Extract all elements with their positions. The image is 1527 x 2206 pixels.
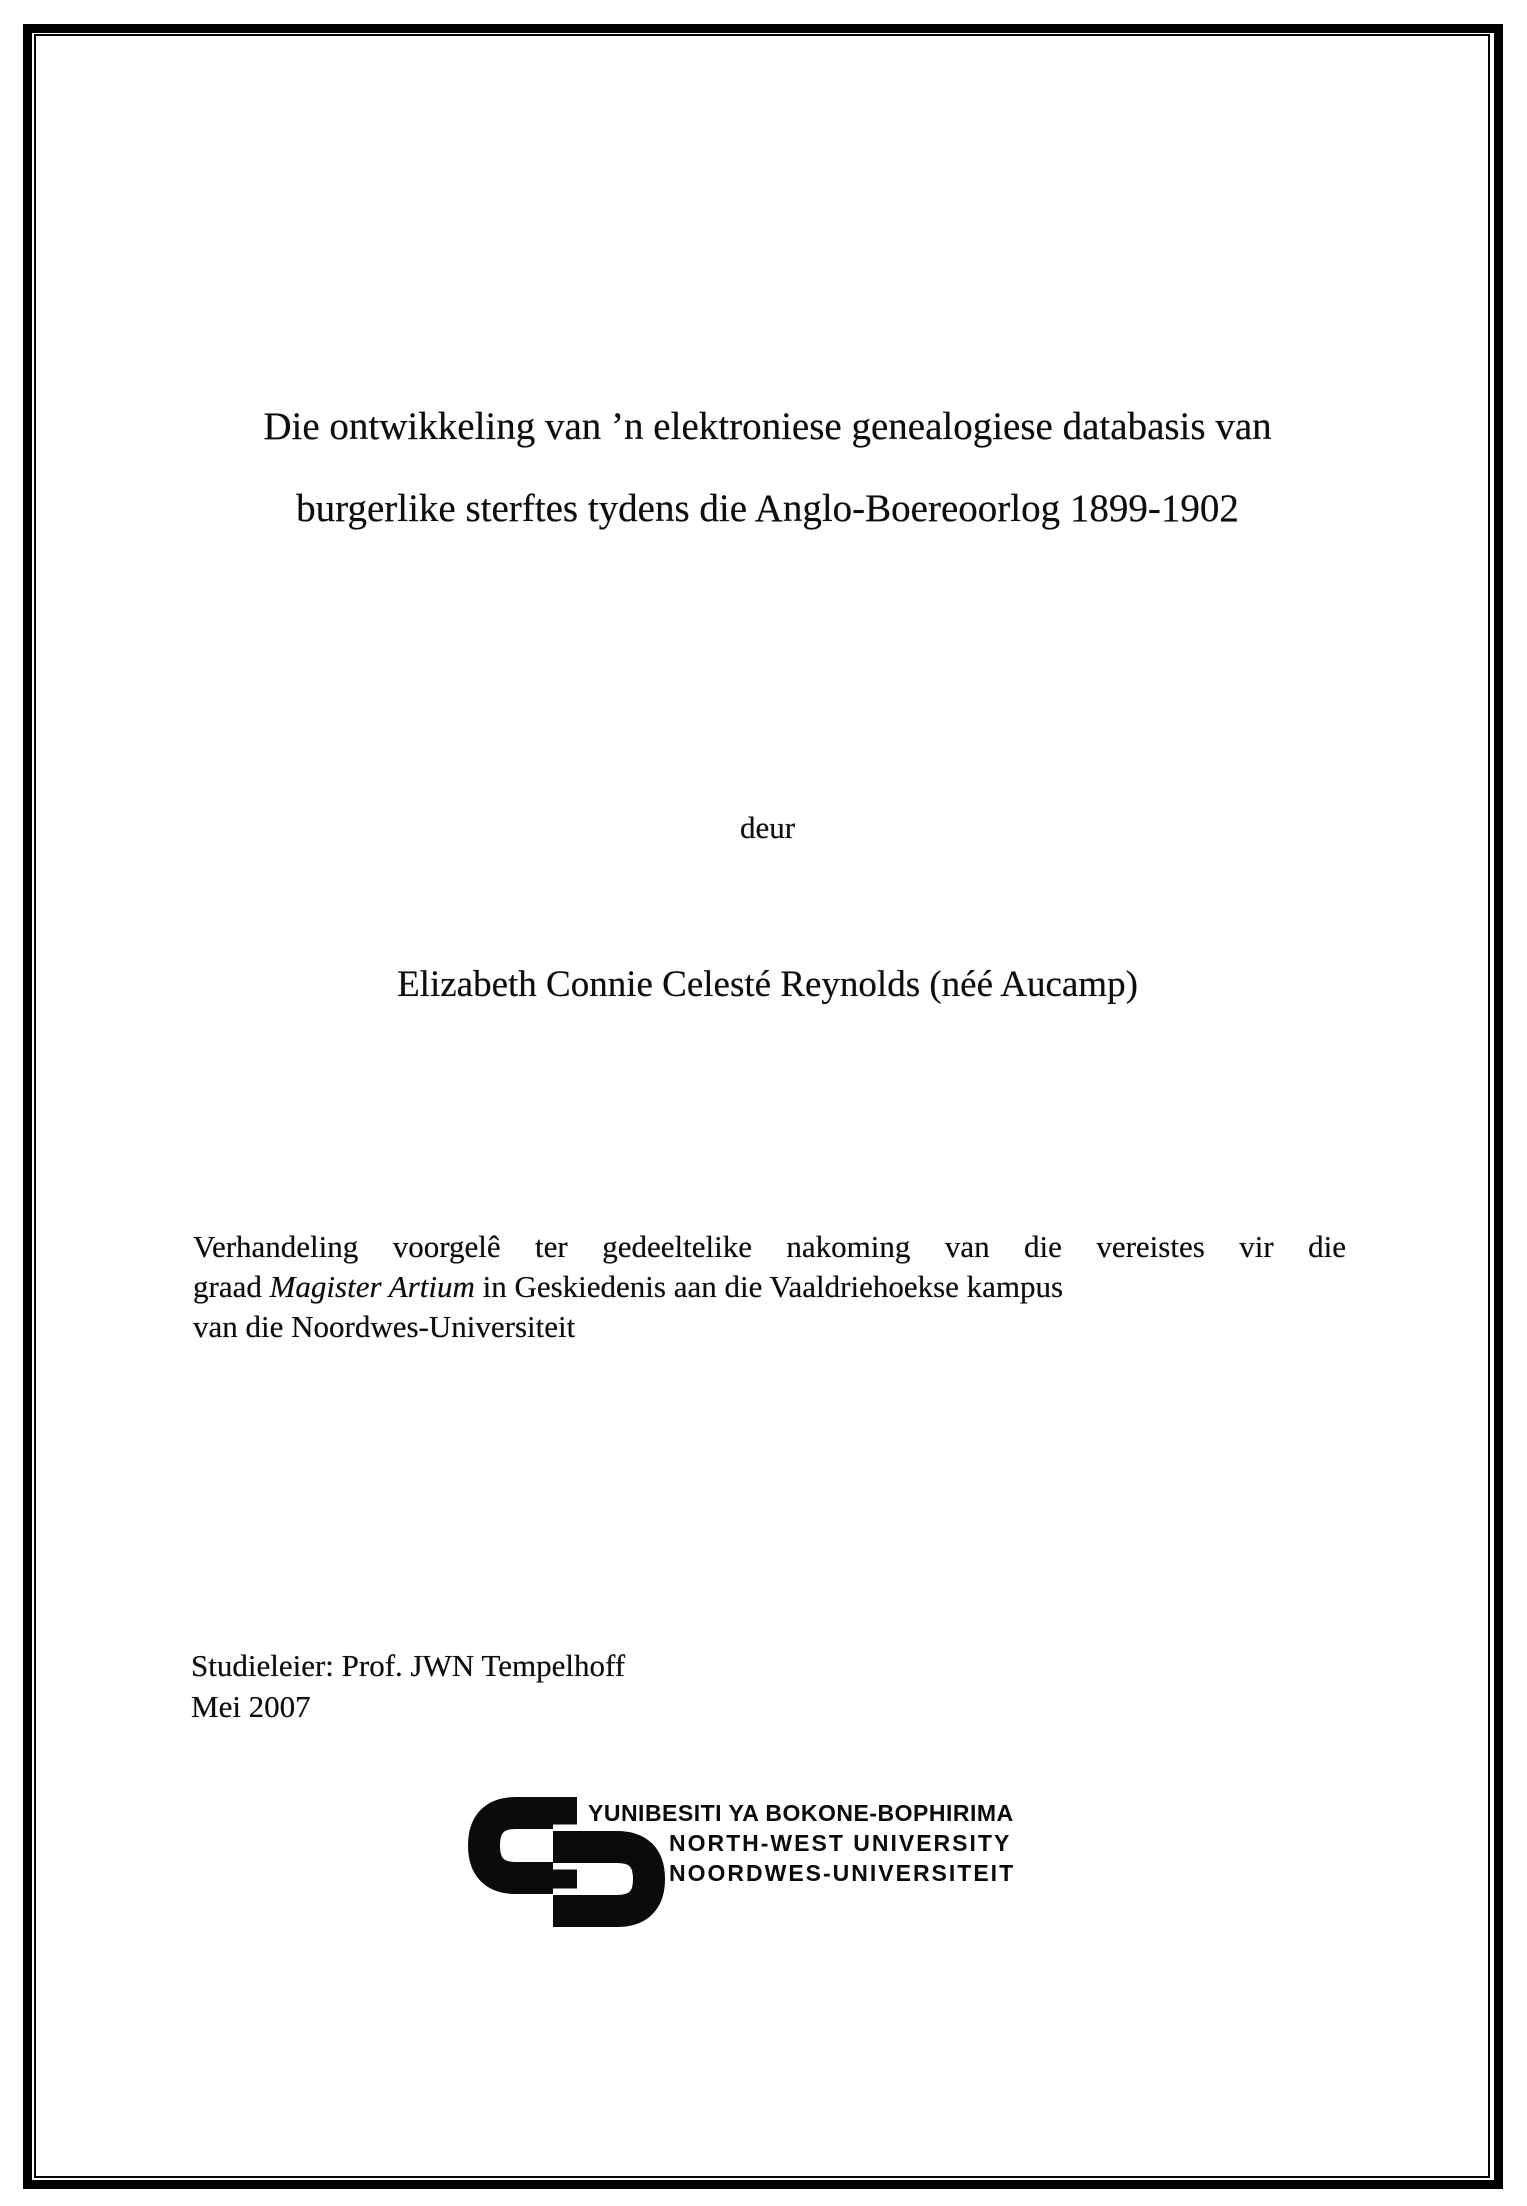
thesis-statement-line1: Verhandeling voorgelê ter gedeeltelike nakoming van die vereistes vir die — [193, 1229, 1346, 1264]
logo-text-english: NORTH-WEST UNIVERSITY — [669, 1830, 1012, 1856]
thesis-statement-line2 — [193, 1267, 1346, 1307]
date-line: Mei 2007 — [191, 1689, 311, 1724]
logo-text-setswana: YUNIBESITI YA BOKONE-BOPHIRIMA — [588, 1800, 1014, 1826]
degree-name-italic: Magister Artium — [269, 1269, 475, 1304]
thesis-title-line2: burgerlike sterftes tydens die Anglo-Boereoorlog 1899-1902 — [296, 487, 1239, 530]
thesis-statement — [193, 1227, 1346, 1347]
supervisor-block — [191, 1645, 1091, 1727]
logo-text-block — [588, 1798, 1015, 1888]
statement-line2-prefix: graad — [193, 1269, 270, 1304]
supervisor-line: Studieleier: Prof. JWN Tempelhoff — [191, 1648, 626, 1683]
thesis-title — [185, 386, 1350, 550]
logo-text-afrikaans: NOORDWES-UNIVERSITEIT — [669, 1860, 1016, 1886]
thesis-statement-line3: van die Noordwes-Universiteit — [193, 1309, 576, 1344]
university-logo — [468, 1797, 1128, 1937]
author-name: Elizabeth Connie Celesté Reynolds (néé Aucamp) — [397, 964, 1138, 1005]
statement-line2-suffix: in Geskiedenis aan die Vaaldriehoekse kampus — [474, 1269, 1064, 1304]
byline-deur: deur — [739, 810, 796, 845]
thesis-title-line1: Die ontwikkeling van ’n elektroniese genealogiese databasis van — [263, 405, 1272, 448]
